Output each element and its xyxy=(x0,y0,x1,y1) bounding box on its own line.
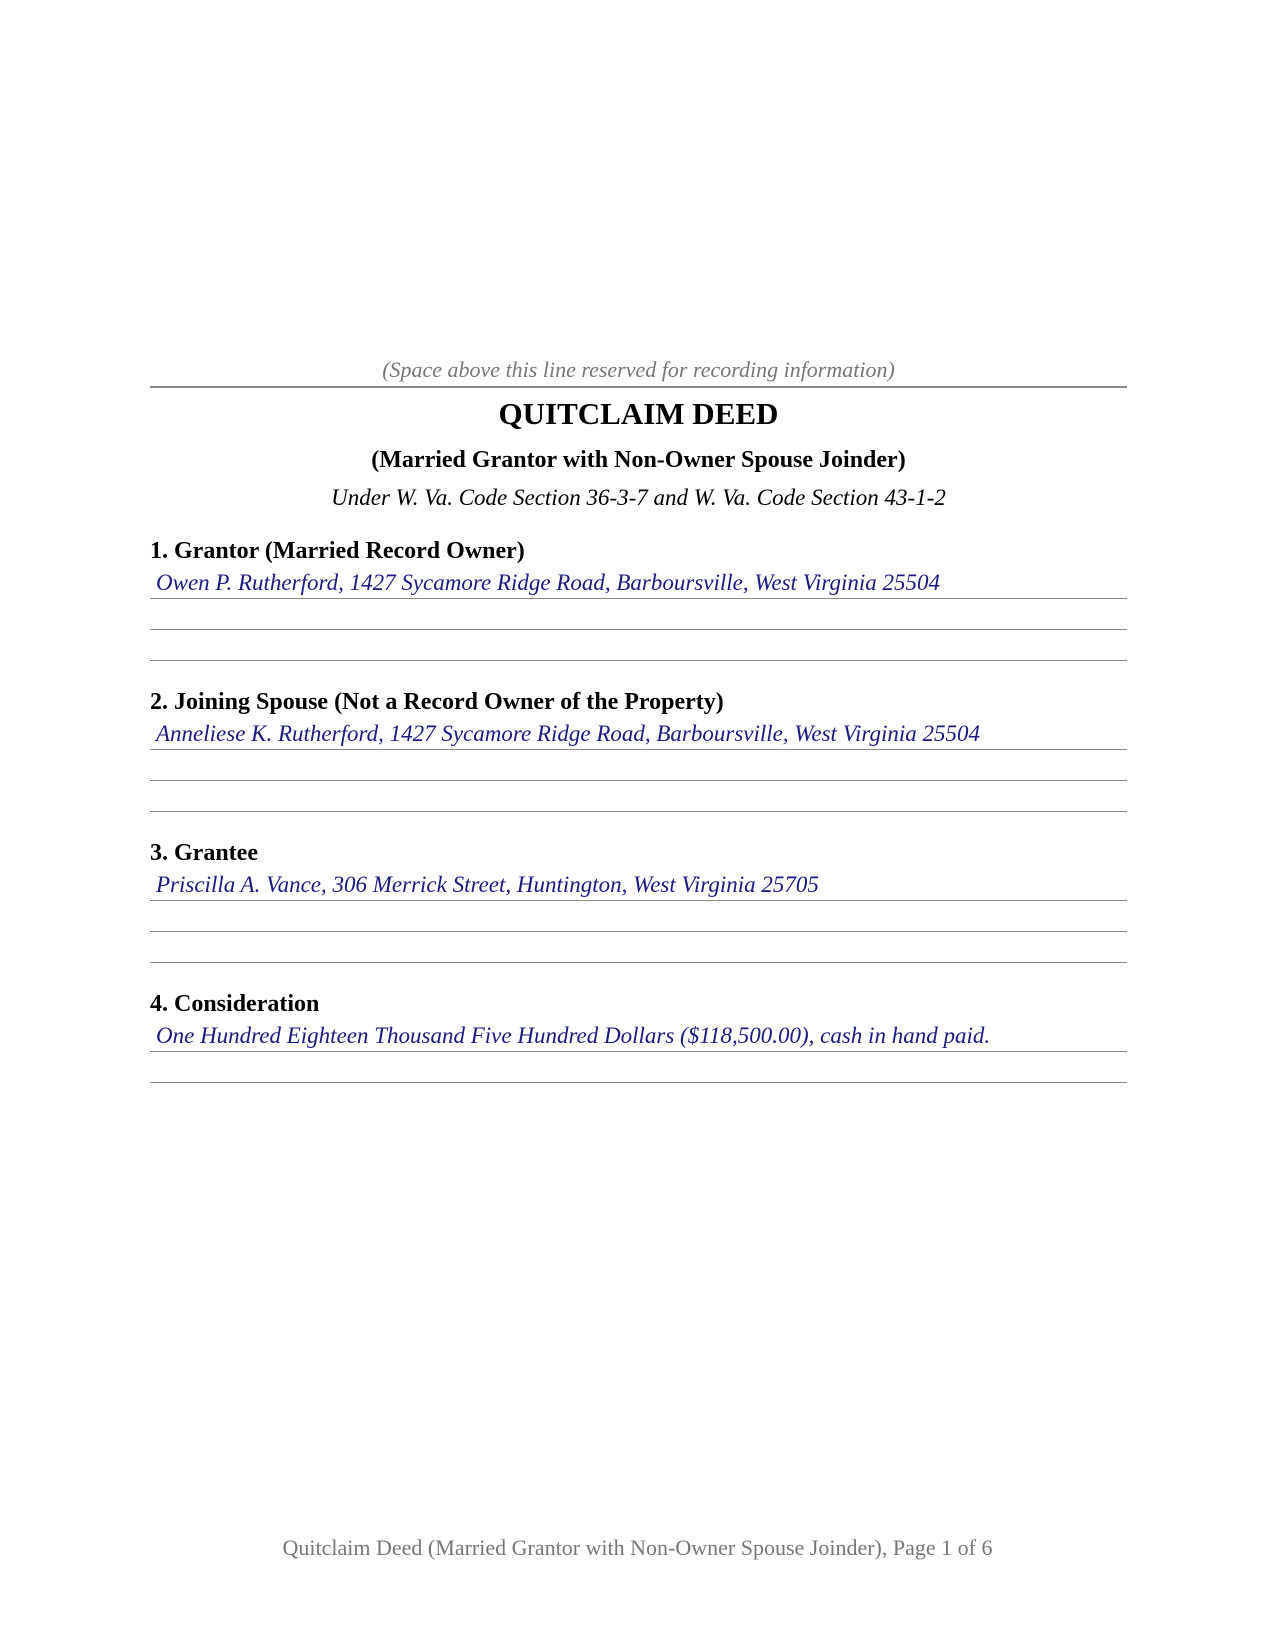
document-subtitle: (Married Grantor with Non-Owner Spouse Joinder) xyxy=(371,447,906,473)
blank-line xyxy=(150,932,1127,963)
grantor-entry: Owen P. Rutherford, 1427 Sycamore Ridge Road, Barboursville, West Virginia 25504 xyxy=(150,568,1127,599)
blank-line xyxy=(150,750,1127,781)
recording-note: (Space above this line reserved for recording information) xyxy=(382,357,895,382)
blank-line xyxy=(150,1052,1127,1083)
page-footer: Quitclaim Deed (Married Grantor with Non-Owner Spouse Joinder), Page 1 of 6 xyxy=(282,1535,993,1560)
joining-spouse-entry: Anneliese K. Rutherford, 1427 Sycamore Ridge Road, Barboursville, West Virginia 25504 xyxy=(150,719,1127,750)
section-consideration xyxy=(150,987,1127,1083)
consideration-entry: One Hundred Eighteen Thousand Five Hundred Dollars ($118,500.00), cash in hand paid. xyxy=(150,1021,1127,1052)
section-heading: 1. Grantor (Married Record Owner) xyxy=(150,538,525,564)
section-grantor xyxy=(150,534,1127,661)
blank-line xyxy=(150,781,1127,812)
blank-line xyxy=(150,630,1127,661)
blank-line xyxy=(150,599,1127,630)
blank-line xyxy=(150,901,1127,932)
section-joining-spouse xyxy=(150,685,1127,812)
document-title: QUITCLAIM DEED xyxy=(498,396,779,431)
section-grantee xyxy=(150,836,1127,963)
grantee-entry: Priscilla A. Vance, 306 Merrick Street, Huntington, West Virginia 25705 xyxy=(150,870,1127,901)
statute-reference: Under W. Va. Code Section 36-3-7 and W. Va. Code Section 43-1-2 xyxy=(331,485,946,510)
section-heading: 4. Consideration xyxy=(150,991,320,1017)
section-heading: 3. Grantee xyxy=(150,840,258,866)
section-heading: 2. Joining Spouse (Not a Record Owner of the Property) xyxy=(150,689,724,715)
recording-divider xyxy=(150,386,1127,388)
